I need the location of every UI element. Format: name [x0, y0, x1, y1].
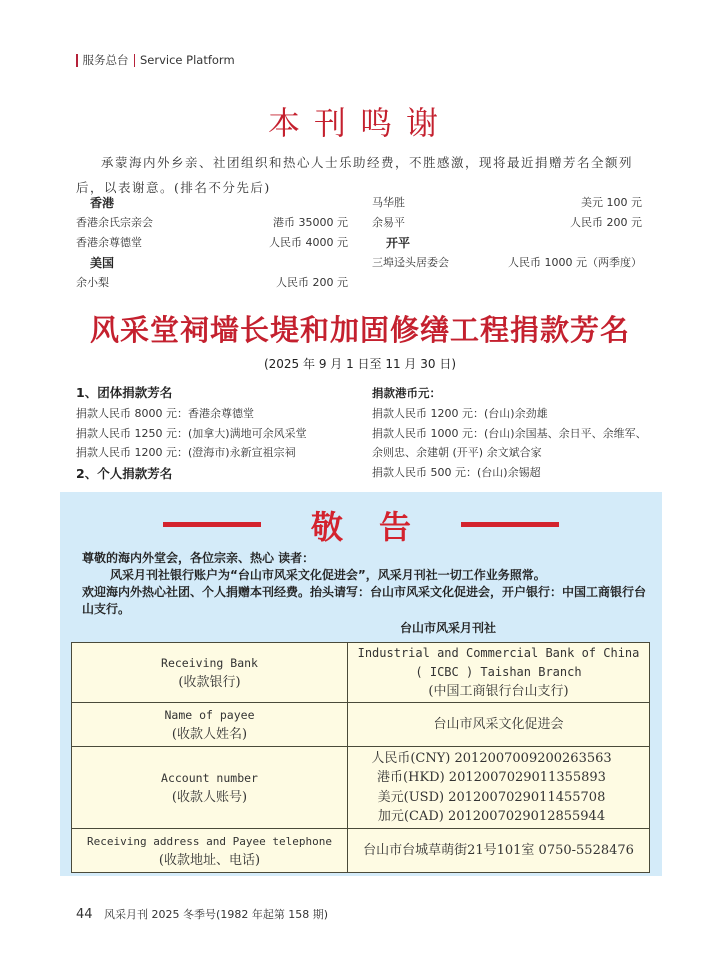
label-cn: (收款人账号): [171, 789, 248, 805]
bank-branch-en: ( ICBC ) Taishan Branch: [415, 665, 582, 679]
notice-greeting: 尊敬的海内外堂会，各位宗亲、热心 读者：: [82, 551, 315, 565]
donor-name: 马华胜: [372, 196, 405, 209]
individual-donations-heading: 2、个人捐款芳名: [76, 465, 173, 481]
table-row: [72, 643, 650, 703]
page-number: 44: [76, 907, 93, 922]
donor-row: [372, 193, 642, 213]
issue-info: 风采月刊 2025 冬季号(1982 年起第 158 期): [104, 908, 329, 921]
thanks-right-column: [372, 193, 642, 273]
group-donations-heading: 1、团体捐款芳名: [76, 385, 173, 400]
thanks-left-column: [76, 193, 348, 293]
page-footer: [76, 906, 328, 922]
region-heading: 美国: [90, 256, 115, 270]
account-number-usd: 美元(USD) 2012007029011455708: [377, 789, 606, 805]
thanks-intro: 承蒙海内外乡亲、社团组织和热心人士乐助经费，不胜感激，现将最近捐赠芳名全额列后，以表谢意。(排名不分先后): [76, 155, 634, 195]
donation-line: 捐款人民币 1200 元：(台山)余劲雄: [372, 407, 548, 420]
label-cn: (收款银行): [178, 674, 241, 690]
project-right-column: [372, 382, 662, 482]
donor-row: [76, 233, 348, 253]
label-en: Receiving Bank: [161, 655, 258, 670]
table-value-cell: [348, 747, 650, 829]
donor-amount: 人民币 200 元: [276, 276, 348, 289]
table-label-cell: [72, 747, 348, 829]
donor-amount: 人民币 4000 元: [269, 236, 348, 249]
table-label-cell: [72, 643, 348, 703]
donation-line: 捐款人民币 1000 元：(台山)余国基、余日平、余维军、: [372, 426, 647, 440]
region-heading: 开平: [386, 236, 411, 250]
table-label-cell: [72, 703, 348, 747]
thanks-title: 本刊鸣谢: [267, 104, 452, 142]
donor-amount: 人民币 1000 元（两季度）: [508, 256, 642, 269]
header-divider: [134, 54, 136, 67]
donor-name: 香港余尊德堂: [76, 236, 142, 249]
donation-line: 捐款人民币 8000 元：香港余尊德堂: [76, 407, 254, 420]
notice-paragraph: 欢迎海内外热心社团、个人捐赠本刊经费。抬头请写：台山市风采文化促进会，开户银行：中国工商银行台山支行。: [82, 585, 647, 616]
donor-amount: 美元 100 元: [581, 196, 642, 209]
table-value-cell: [348, 643, 650, 703]
notice-paragraph: 风采月刊社银行账户为“台山市风采文化促进会”，风采月刊社一切工作业务照常。: [110, 568, 546, 582]
notice-signature: 台山市风采月刊社: [400, 621, 497, 635]
section-title-en: Service Platform: [140, 53, 235, 67]
notice-title-row: [60, 502, 662, 547]
section-title-cn: 服务总台: [82, 53, 129, 67]
notice-body: [82, 550, 647, 618]
donation-line: 捐款人民币 500 元：(台山)余锡超: [372, 465, 541, 479]
payee-name: 台山市风采文化促进会: [348, 703, 650, 747]
donor-row: [372, 213, 642, 233]
donor-amount: 港币 35000 元: [273, 216, 348, 229]
bank-info-table: [71, 642, 650, 873]
donor-name: 三埠迳头居委会: [372, 256, 449, 269]
table-label-cell: [72, 829, 348, 873]
label-en: Receiving address and Payee telephone: [86, 834, 333, 848]
donor-row: [372, 253, 642, 273]
account-number-cny: 人民币(CNY) 2012007009200263563: [371, 750, 612, 766]
donor-name: 余易平: [372, 216, 405, 229]
table-row: [72, 703, 650, 747]
donation-line: 余则忠、余建朝 (开平) 余文斌合家: [372, 446, 542, 459]
account-number-cad: 加元(CAD) 2012007029012855944: [377, 809, 606, 824]
label-en: Name of payee: [164, 707, 255, 722]
donor-name: 余小梨: [76, 276, 109, 289]
donor-amount: 人民币 200 元: [570, 216, 642, 229]
bank-name-cn: (中国工商银行台山支行): [428, 684, 569, 699]
donation-line: 捐款人民币 1250 元：(加拿大)满地可余风采堂: [76, 426, 307, 440]
project-title: 风采堂祠墙长堤和加固修缮工程捐款芳名: [89, 313, 630, 347]
table-row: [72, 829, 650, 873]
donation-line: 捐款人民币 1200 元：(澄海市)永新宣祖宗祠: [76, 446, 296, 459]
project-date-range: (2025 年 9 月 1 日至 11 月 30 日): [263, 357, 457, 371]
label-cn: (收款人姓名): [171, 726, 248, 742]
decorative-dash: [461, 522, 559, 527]
decorative-dash: [163, 522, 261, 527]
label-en: Account number: [161, 770, 258, 785]
label-cn: (收款地址、电话): [158, 852, 261, 868]
section-header: [76, 52, 235, 68]
donor-name: 香港余氏宗亲会: [76, 216, 153, 229]
donor-row: [76, 213, 348, 233]
account-number-hkd: 港币(HKD) 2012007029011355893: [377, 770, 606, 785]
region-heading: 香港: [90, 196, 115, 210]
hkd-donations-heading: 捐款港币元：: [372, 386, 441, 400]
project-left-column: [76, 382, 366, 485]
table-row: [72, 747, 650, 829]
notice-title: 敬告: [310, 507, 447, 546]
donor-row: [76, 273, 348, 293]
header-divider: [76, 54, 78, 67]
bank-name-en: Industrial and Commercial Bank of China: [357, 646, 640, 660]
notice-box: [60, 492, 662, 876]
address-phone: 台山市台城草萌街21号101室 0750-5528476: [348, 829, 650, 873]
